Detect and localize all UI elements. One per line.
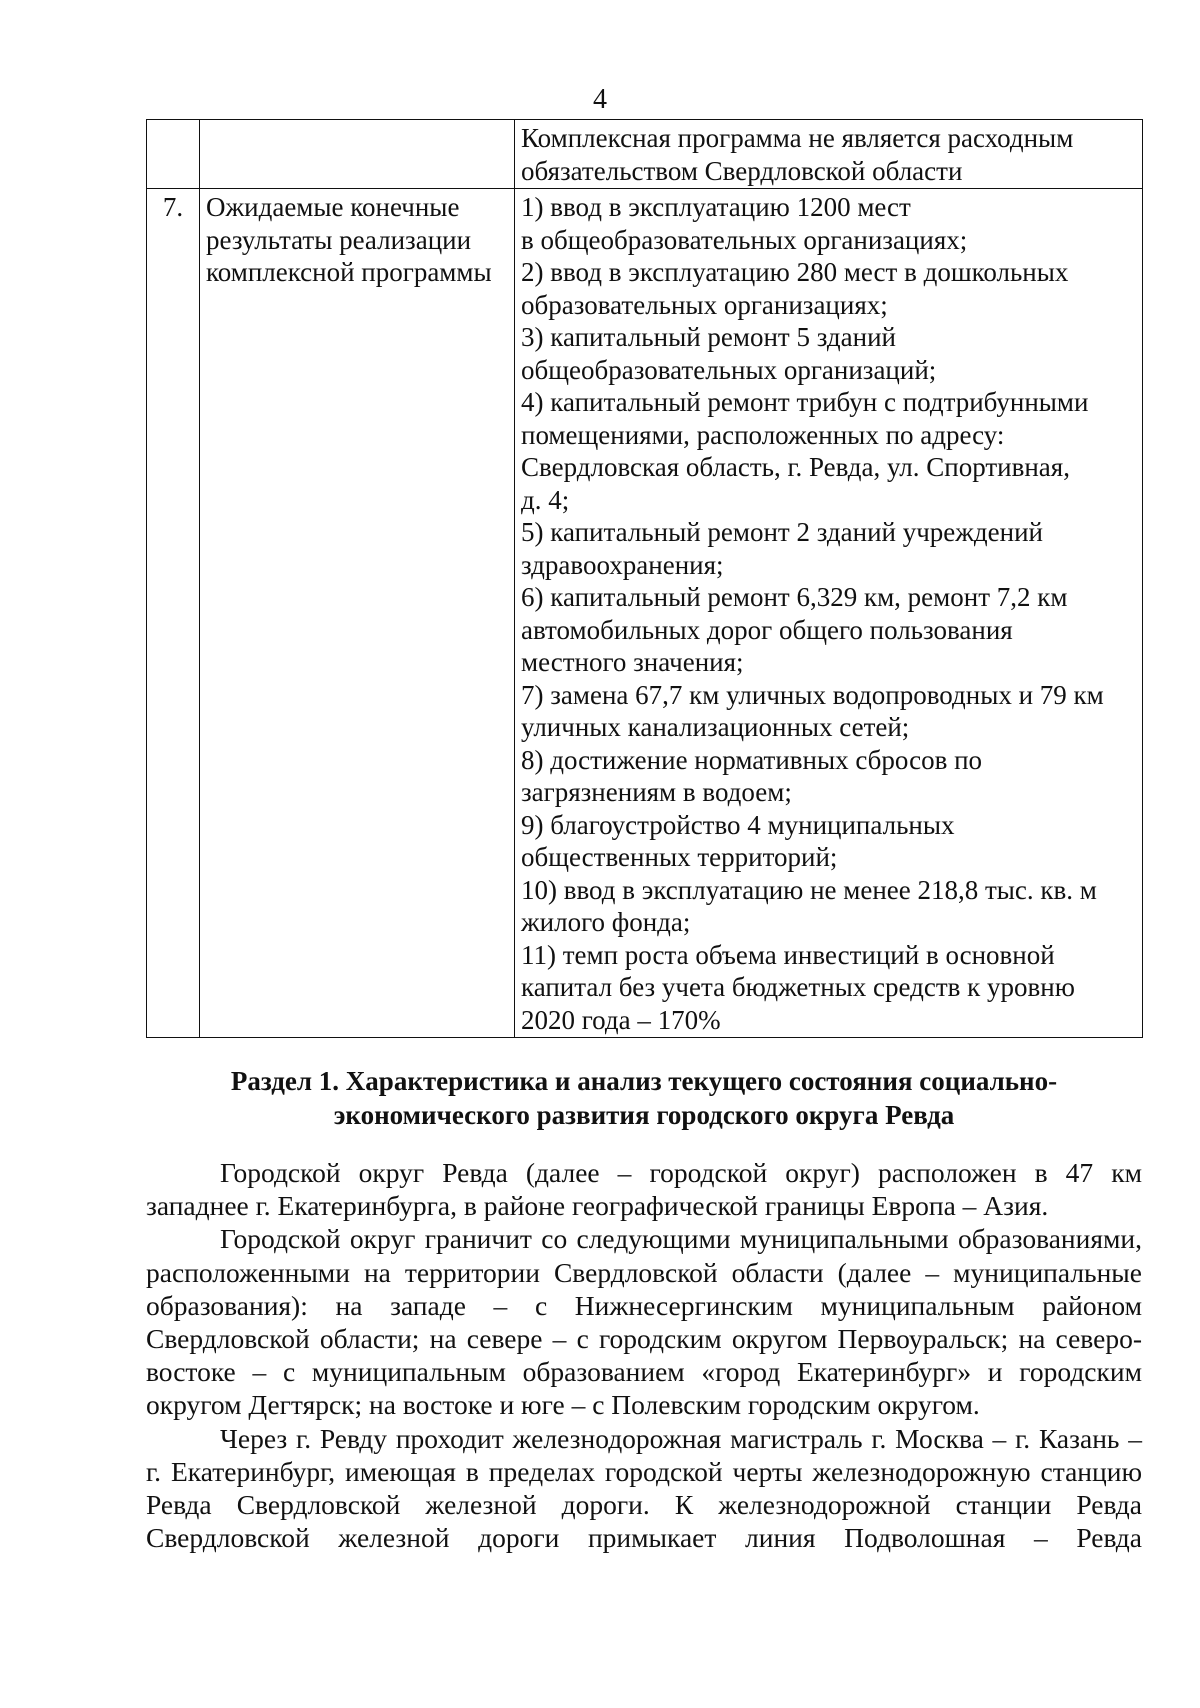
paragraph-line: Свердловской железной дороги примыкает линия Подволошная – Ревда: [146, 1522, 1142, 1554]
row-name-cell: [200, 189, 515, 1038]
value-line: 7) замена 67,7 км уличных водопроводных и 79 км: [521, 679, 1104, 710]
paragraph-line: г. Екатеринбург, имеющая в пределах городской черты железнодорожную станцию: [146, 1455, 1142, 1487]
value-line: 6) капитальный ремонт 6,329 км, ремонт 7,2 км: [521, 582, 1068, 612]
value-line: 5) капитальный ремонт 2 зданий учреждений: [521, 517, 1044, 547]
value-line: в общеобразовательных организациях;: [521, 224, 968, 255]
value-line: образовательных организациях;: [521, 289, 888, 320]
value-line: автомобильных дорог общего пользования: [521, 614, 1013, 645]
section-title-line: экономического развития городского округа Ревда: [333, 1100, 955, 1130]
section-title-line: Раздел 1. Характеристика и анализ текущего состояния социально-: [230, 1066, 1058, 1096]
program-passport-table: [146, 119, 1143, 1038]
paragraph-line: Свердловской области; на севере – с городским округом Первоуральск; на северо-: [146, 1323, 1142, 1355]
paragraph-line: Ревда Свердловской железной дороги. К железнодорожной станции Ревда: [146, 1489, 1142, 1521]
paragraph-line: округом Дегтярск; на востоке и юге – с Полевским городским округом.: [146, 1389, 980, 1421]
paragraph: [146, 1422, 1142, 1555]
value-line: 8) достижение нормативных сбросов по: [521, 744, 983, 775]
row-number-cell: [147, 120, 200, 189]
row-number-cell: 7.: [147, 189, 200, 1038]
value-line: уличных канализационных сетей;: [521, 712, 910, 742]
value-line: 2) ввод в эксплуатацию 280 мест в дошкольных: [521, 257, 1069, 287]
value-line: 9) благоустройство 4 муниципальных: [521, 809, 955, 840]
row-value-cell: [515, 189, 1143, 1038]
paragraph-line: Городской округ граничит со следующими муниципальными образованиями,: [220, 1223, 1142, 1255]
value-line: общеобразовательных организаций;: [521, 354, 937, 385]
row-value-cell: [515, 120, 1143, 189]
name-line: комплексной программы: [206, 257, 492, 287]
value-line: капитал без учета бюджетных средств к уровню: [521, 972, 1075, 1002]
page-number: 4: [593, 84, 607, 115]
paragraph-line: расположенными на территории Свердловской области (далее – муниципальные: [146, 1256, 1142, 1288]
value-line: 3) капитальный ремонт 5 зданий: [521, 322, 896, 352]
paragraph-line: западнее г. Екатеринбурга, в районе географической границы Европа – Азия.: [146, 1190, 1049, 1222]
value-line: помещениями, расположенных по адресу:: [521, 419, 1005, 450]
value-line: 4) капитальный ремонт трибун с подтрибунными: [521, 387, 1089, 417]
value-line: Комплексная программа не является расходным: [521, 123, 1074, 153]
value-line: здравоохранения;: [521, 549, 724, 580]
paragraph-line: Городской округ Ревда (далее – городской округ) расположен в 47 км: [220, 1157, 1142, 1188]
value-line: 1) ввод в эксплуатацию 1200 мест: [521, 192, 911, 222]
table-row: [147, 120, 1143, 189]
paragraph: [146, 1156, 1142, 1222]
value-line: д. 4;: [521, 484, 570, 515]
table-row: [147, 189, 1143, 1038]
section-title: [146, 1064, 1142, 1132]
value-line: 10) ввод в эксплуатацию не менее 218,8 тыс. кв. м: [521, 874, 1097, 905]
value-line: загрязнениям в водоем;: [521, 777, 792, 807]
value-line: жилого фонда;: [521, 907, 691, 937]
body-text: [146, 1156, 1142, 1554]
paragraph-line: востоке – с муниципальным образованием «город Екатеринбург» и городским: [146, 1356, 1142, 1388]
value-line: Свердловская область, г. Ревда, ул. Спортивная,: [521, 452, 1070, 482]
value-line: 2020 года – 170%: [521, 1004, 721, 1035]
row-name-cell: [200, 120, 515, 189]
paragraph-line: образования): на западе – с Нижнесергинским муниципальным районом: [146, 1289, 1142, 1321]
value-line: местного значения;: [521, 647, 744, 677]
value-line: общественных территорий;: [521, 842, 838, 872]
value-line: 11) темп роста объема инвестиций в основной: [521, 939, 1055, 970]
value-line: обязательством Свердловской области: [521, 155, 963, 186]
name-line: Ожидаемые конечные: [206, 192, 460, 222]
name-line: результаты реализации: [206, 224, 472, 255]
paragraph-line: Через г. Ревду проходит железнодорожная магистраль г. Москва – г. Казань –: [220, 1422, 1142, 1454]
paragraph: [146, 1222, 1142, 1421]
